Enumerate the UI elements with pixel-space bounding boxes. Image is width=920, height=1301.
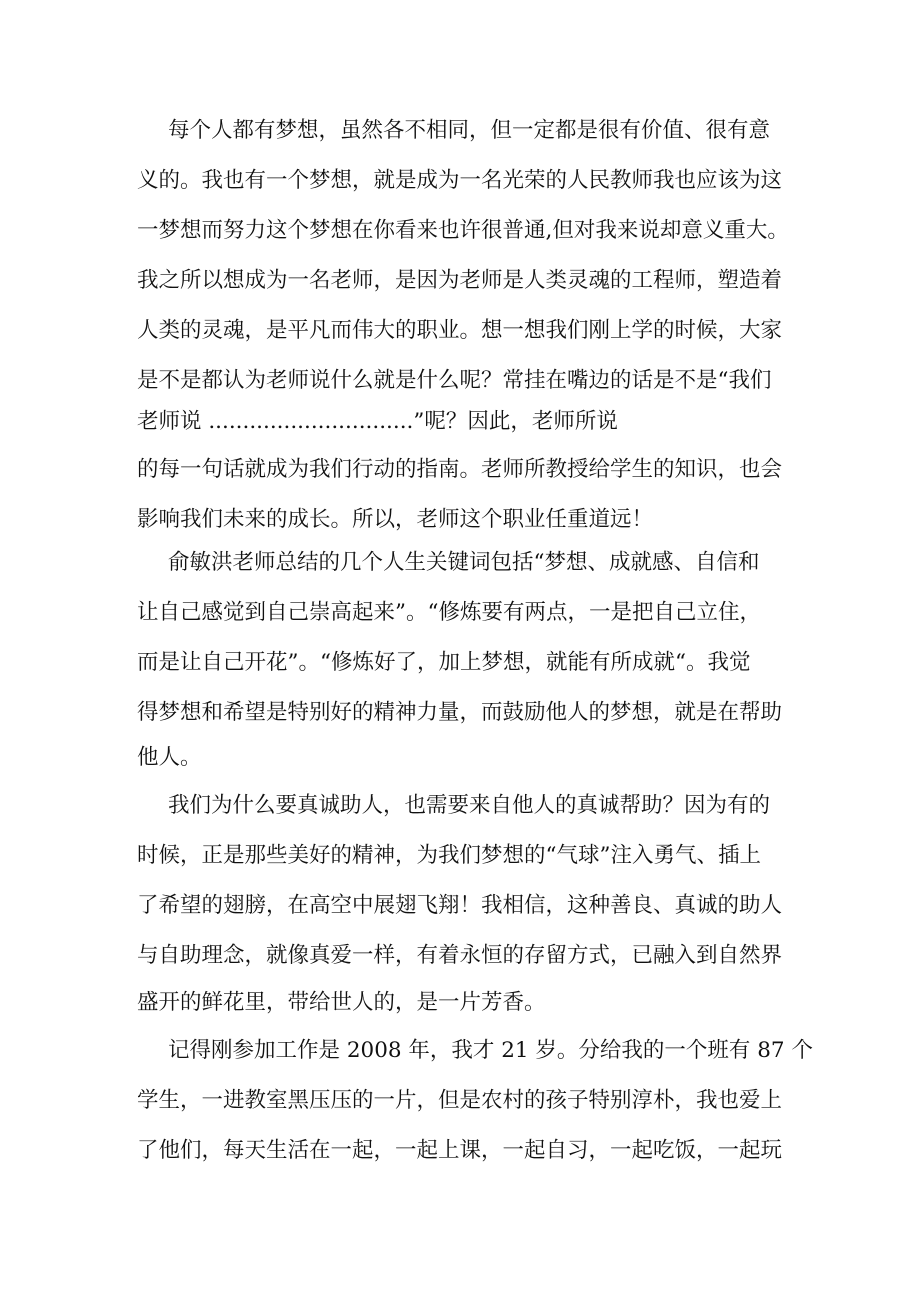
paragraph-line: 记得刚参加工作是 2008 年，我才 21 岁。分给我的一个班有 87 个 [168,1038,813,1063]
paragraph-line: 学生，一进教室黑压压的一片，但是农村的孩子特别淳朴，我也爱上 [137,1088,783,1113]
paragraph-line: 了他们，每天生活在一起，一起上课，一起自习，一起吃饭，一起玩 [137,1138,783,1163]
paragraph-line: 老师说 ..............................”呢？因此，老师所说 [137,409,618,434]
paragraph-line: 的每一句话就成为我们行动的指南。老师所教授给学生的知识，也会 [137,457,783,482]
paragraph-line: 是不是都认为老师说什么就是什么呢？常挂在嘴边的话是不是“我们 [137,368,772,393]
paragraph-line: 与自助理念，就像真爱一样，有着永恒的存留方式，已融入到自然界 [137,943,783,968]
paragraph-line: 我之所以想成为一名老师，是因为老师是人类灵魂的工程师，塑造着 [137,268,783,293]
paragraph-line: 每个人都有梦想，虽然各不相同，但一定都是很有价值、很有意 [168,118,771,143]
paragraph-line: 影响我们未来的成长。所以，老师这个职业任重道远！ [137,507,654,532]
paragraph-line: 人类的灵魂，是平凡而伟大的职业。想一想我们刚上学的时候，大家 [137,318,783,343]
paragraph-line: 他人。 [137,745,202,770]
paragraph-line: 而是让自己开花”。“修炼好了，加上梦想，就能有所成就“。我觉 [137,650,751,675]
paragraph-line: 一梦想而努力这个梦想在你看来也许很普通,但对我来说却意义重大。 [137,218,789,243]
paragraph-line: 时候，正是那些美好的精神，为我们梦想的“气球”注入勇气、插上 [137,843,761,868]
paragraph-line: 盛开的鲜花里，带给世人的，是一片芳香。 [137,990,546,1015]
paragraph-line: 得梦想和希望是特别好的精神力量，而鼓励他人的梦想，就是在帮助 [137,700,783,725]
paragraph-line: 义的。我也有一个梦想，就是成为一名光荣的人民教师我也应该为这 [137,168,783,193]
paragraph-line: 俞敏洪老师总结的几个人生关键词包括“梦想、成就感、自信和 [168,550,760,575]
paragraph-line: 让自己感觉到自己崇高起来”。“修炼要有两点，一是把自己立住， [137,600,761,625]
paragraph-line: 我们为什么要真诚助人，也需要来自他人的真诚帮助？因为有的 [168,793,771,818]
paragraph-line: 了希望的翅膀，在高空中展翅飞翔！我相信，这种善良、真诚的助人 [137,893,783,918]
